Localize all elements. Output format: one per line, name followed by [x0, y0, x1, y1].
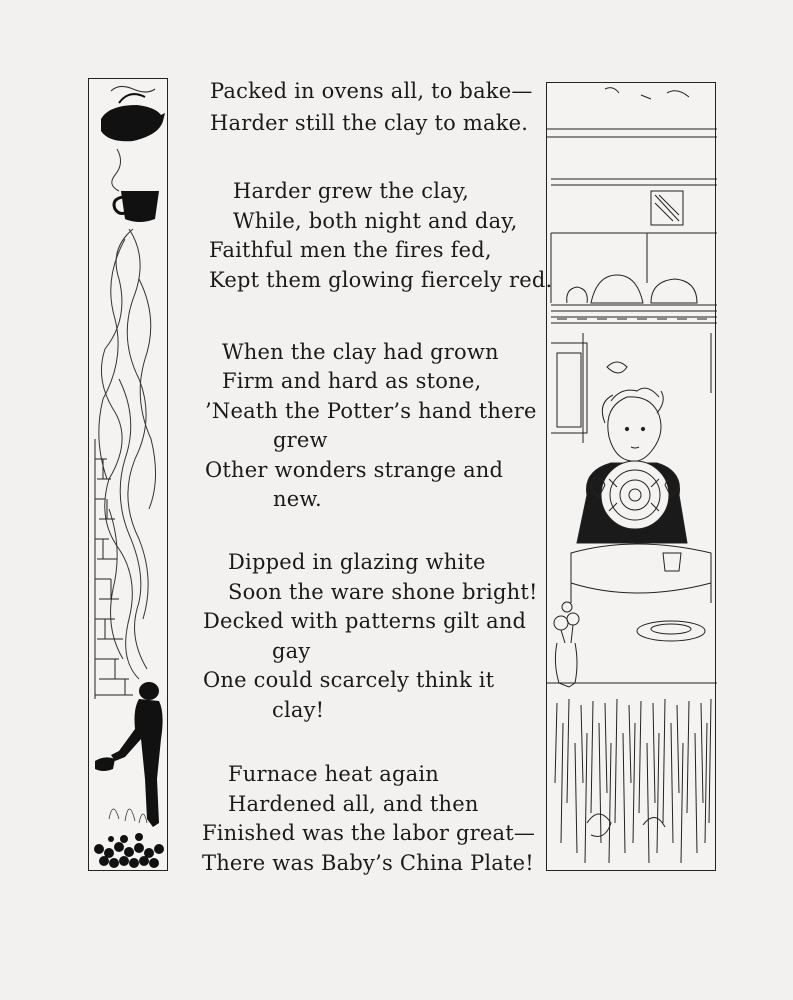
poem-line: Decked with patterns gilt and — [203, 609, 527, 633]
poem-line: Firm and hard as stone, — [222, 369, 482, 393]
poem-line: While, both night and day, — [233, 209, 518, 233]
poem-line: Soon the ware shone bright! — [228, 580, 538, 604]
poem-line: Kept them glowing fiercely red. — [209, 268, 553, 292]
poem-line: new. — [273, 487, 322, 511]
poem-line: One could scarcely think it — [203, 668, 495, 692]
poem-line: There was Baby’s China Plate! — [202, 851, 534, 875]
poem-line: Harder grew the clay, — [233, 179, 470, 203]
poem-line: Finished was the labor great— — [202, 821, 536, 845]
poem-line: Dipped in glazing white — [228, 550, 486, 574]
poem-line: clay! — [272, 698, 325, 722]
poem-line: Packed in ovens all, to bake— — [210, 79, 533, 103]
poem-line: When the clay had grown — [222, 340, 499, 364]
poem-line: gay — [272, 639, 311, 663]
poem-line: Other wonders strange and — [205, 458, 504, 482]
poem-line: ’Neath the Potter’s hand there — [205, 399, 537, 423]
poem-line: Hardened all, and then — [228, 792, 479, 816]
poem-line: Faithful men the fires fed, — [209, 238, 492, 262]
poem-line: grew — [273, 428, 328, 452]
poem-line: Furnace heat again — [228, 762, 439, 786]
poem-line: Harder still the clay to make. — [210, 111, 529, 135]
